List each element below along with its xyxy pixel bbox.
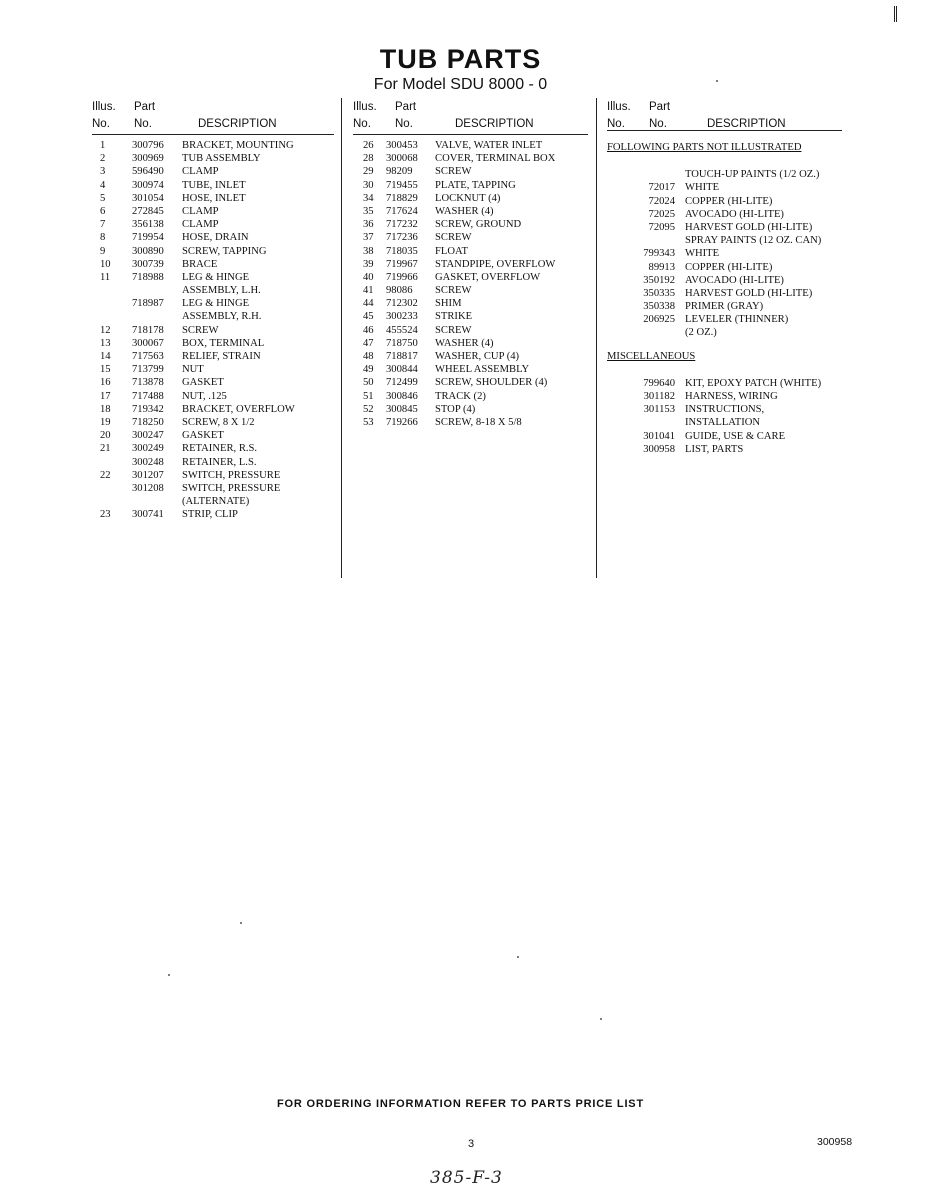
table-row — [353, 165, 588, 178]
part-number: 301207 — [132, 469, 164, 481]
table-row — [353, 152, 588, 165]
scan-speck — [600, 1018, 602, 1020]
part-number: 718817 — [386, 351, 418, 362]
table-row — [353, 284, 588, 297]
part-number: 719266 — [386, 416, 418, 428]
column-header — [353, 98, 588, 135]
table-row — [353, 310, 588, 323]
illus-number: 41 — [363, 285, 374, 297]
illus-number: 35 — [363, 205, 374, 217]
part-number: 596490 — [132, 166, 164, 178]
part-number: 301208 — [132, 482, 164, 494]
part-description: CLAMP — [182, 219, 219, 231]
illus-number: 38 — [363, 245, 374, 257]
illus-number: 17 — [100, 390, 111, 402]
part-no-label: No. — [134, 118, 152, 130]
illus-no-label: No. — [92, 118, 110, 130]
part-number: 300845 — [386, 403, 418, 415]
part-description: SCREW, SHOULDER (4) — [435, 377, 548, 389]
part-number: 719455 — [386, 179, 418, 191]
part-description: ASSEMBLY, L.H. — [182, 285, 261, 297]
parts-rows — [353, 139, 588, 429]
table-row — [92, 363, 334, 376]
illus-number: 23 — [100, 509, 111, 521]
part-number: 300846 — [386, 390, 418, 402]
part-number: 717236 — [386, 232, 418, 244]
part-number: 300890 — [132, 245, 164, 257]
illus-number: 26 — [363, 140, 374, 151]
table-row — [353, 205, 588, 218]
part-description: STRIKE — [435, 311, 473, 323]
table-row — [607, 416, 842, 429]
illus-number: 51 — [363, 390, 374, 402]
scan-speck — [168, 974, 170, 976]
table-row — [607, 287, 842, 300]
table-row — [92, 231, 334, 244]
illus-number: 48 — [363, 351, 374, 362]
part-label: Part — [134, 101, 156, 113]
part-label: Part — [649, 101, 671, 113]
illus-number: 18 — [100, 403, 111, 415]
handwritten-note: 385-F-3 — [430, 1168, 503, 1188]
illus-number: 47 — [363, 337, 374, 349]
part-description: COPPER (HI-LITE) — [685, 261, 773, 273]
part-description: BRACKET, MOUNTING — [182, 140, 294, 151]
illus-number: 6 — [100, 205, 106, 217]
part-description: WASHER (4) — [435, 205, 494, 217]
ordering-note: FOR ORDERING INFORMATION REFER TO PARTS PRICE LIST — [277, 1098, 644, 1110]
part-number: 719966 — [386, 271, 418, 283]
part-description: ASSEMBLY, R.H. — [182, 311, 262, 323]
part-number: 206925 — [643, 314, 675, 326]
table-row — [92, 508, 334, 521]
part-description: INSTALLATION — [685, 417, 761, 429]
part-description: SHIM — [435, 298, 462, 310]
part-number: 72095 — [648, 221, 675, 233]
part-description: STOP (4) — [435, 403, 476, 415]
part-description: RETAINER, L.S. — [182, 456, 257, 468]
part-description: FLOAT — [435, 245, 468, 257]
part-number: 301153 — [643, 404, 675, 416]
table-row — [92, 495, 334, 508]
table-row — [353, 363, 588, 376]
part-number: 301041 — [643, 430, 675, 442]
table-row — [92, 350, 334, 363]
illus-number: 3 — [100, 166, 106, 178]
part-number: 718829 — [386, 192, 418, 204]
table-row — [353, 337, 588, 350]
part-number: 717232 — [386, 219, 418, 231]
table-row — [92, 297, 334, 310]
part-description: KIT, EPOXY PATCH (WHITE) — [685, 377, 822, 389]
parts-rows — [92, 139, 334, 521]
table-row — [607, 313, 842, 326]
page-title: TUB PARTS — [379, 44, 542, 74]
corner-mark — [894, 6, 897, 22]
illus-number: 45 — [363, 311, 374, 323]
parts-rows — [607, 141, 842, 456]
table-row — [92, 165, 334, 178]
table-row — [607, 261, 842, 274]
table-row — [353, 231, 588, 244]
table-row — [92, 218, 334, 231]
part-description: SCREW — [435, 166, 472, 178]
illus-number: 19 — [100, 416, 111, 428]
description-label: DESCRIPTION — [455, 118, 534, 130]
illus-number: 5 — [100, 192, 106, 204]
part-description: CLAMP — [182, 205, 219, 217]
description-label: DESCRIPTION — [198, 118, 277, 130]
table-row — [353, 179, 588, 192]
part-description: GASKET, OVERFLOW — [435, 271, 541, 283]
part-number: 98209 — [386, 166, 413, 178]
part-description: HOSE, DRAIN — [182, 232, 249, 244]
illus-number: 52 — [363, 403, 374, 415]
illus-label: Illus. — [607, 101, 631, 113]
not-illustrated-rows — [607, 168, 842, 339]
page-number: 3 — [468, 1138, 475, 1150]
illus-number: 39 — [363, 258, 374, 270]
part-number: 300233 — [386, 311, 418, 323]
illus-number: 53 — [363, 416, 374, 428]
part-number: 72024 — [648, 195, 675, 207]
table-row — [353, 350, 588, 363]
illus-number: 30 — [363, 179, 374, 191]
table-row — [607, 443, 842, 456]
part-description: AVOCADO (HI-LITE) — [685, 274, 784, 286]
parts-column-1 — [92, 98, 334, 521]
part-description: LEVELER (THINNER) — [685, 314, 789, 326]
table-row — [92, 271, 334, 284]
table-row — [607, 403, 842, 416]
part-description: HARVEST GOLD (HI-LITE) — [685, 221, 813, 233]
parts-column-3 — [607, 98, 842, 456]
illus-number: 50 — [363, 377, 374, 389]
part-number: 717624 — [386, 205, 418, 217]
part-description: PRIMER (GRAY) — [685, 301, 764, 313]
illus-number: 21 — [100, 443, 111, 455]
column-header — [607, 98, 842, 131]
table-row — [353, 192, 588, 205]
part-number: 455524 — [386, 324, 418, 336]
part-number: 718988 — [132, 271, 164, 283]
column-divider — [596, 98, 597, 578]
part-description: SWITCH, PRESSURE — [182, 482, 281, 494]
part-description: TOUCH-UP PAINTS (1/2 OZ.) — [685, 169, 820, 181]
part-description: COVER, TERMINAL BOX — [435, 153, 556, 165]
part-number: 300796 — [132, 140, 164, 151]
table-row — [607, 430, 842, 443]
part-number: 799640 — [643, 377, 675, 389]
illus-number: 49 — [363, 364, 374, 376]
part-number: 719967 — [386, 258, 418, 270]
part-number: 300248 — [132, 456, 164, 468]
part-number: 301182 — [643, 391, 675, 402]
scan-speck — [716, 80, 718, 82]
illus-number: 14 — [100, 351, 111, 362]
model-subtitle: For Model SDU 8000 - 0 — [373, 76, 548, 93]
table-row — [92, 192, 334, 205]
table-row — [607, 274, 842, 287]
part-description: BRACE — [182, 258, 218, 270]
table-row — [92, 152, 334, 165]
part-description: PLATE, TAPPING — [435, 179, 516, 191]
table-row — [353, 403, 588, 416]
part-label: Part — [395, 101, 417, 113]
table-row — [92, 390, 334, 403]
table-row — [607, 195, 842, 208]
part-description: COPPER (HI-LITE) — [685, 195, 773, 207]
illus-number: 34 — [363, 192, 374, 204]
part-number: 72025 — [648, 208, 675, 220]
part-number: 719342 — [132, 403, 164, 415]
illus-number: 22 — [100, 469, 111, 481]
table-row — [607, 390, 842, 403]
part-description: TUBE, INLET — [182, 179, 246, 191]
part-number: 272845 — [132, 205, 164, 217]
illus-number: 16 — [100, 377, 111, 389]
table-row — [92, 429, 334, 442]
illus-number: 36 — [363, 219, 374, 231]
part-description: HOSE, INLET — [182, 192, 246, 204]
part-number: 717488 — [132, 390, 164, 402]
illus-number: 9 — [100, 245, 106, 257]
illus-number: 4 — [100, 179, 106, 191]
illus-number: 10 — [100, 258, 111, 270]
part-description: WASHER (4) — [435, 337, 494, 349]
table-row — [607, 377, 842, 390]
part-number: 350335 — [643, 287, 675, 299]
table-row — [607, 181, 842, 194]
description-label: DESCRIPTION — [707, 118, 786, 130]
table-row — [92, 416, 334, 429]
part-description: NUT, .125 — [182, 390, 227, 402]
table-row — [353, 376, 588, 389]
part-number: 718250 — [132, 416, 164, 428]
part-description: VALVE, WATER INLET — [435, 140, 543, 151]
illus-number: 11 — [100, 271, 111, 283]
part-number: 72017 — [648, 182, 675, 194]
table-row — [353, 297, 588, 310]
part-number: 713878 — [132, 377, 164, 389]
table-row — [607, 247, 842, 260]
part-number: 300249 — [132, 443, 164, 455]
part-number: 98086 — [386, 285, 413, 297]
part-number: 300958 — [643, 443, 675, 455]
table-row — [607, 300, 842, 313]
illus-number: 12 — [100, 324, 111, 336]
table-row — [92, 284, 334, 297]
illus-number: 8 — [100, 232, 106, 244]
table-row — [92, 245, 334, 258]
part-description: SCREW, GROUND — [435, 219, 522, 231]
part-description: RELIEF, STRAIN — [182, 351, 261, 362]
part-description: WHITE — [685, 182, 720, 194]
part-number: 300741 — [132, 509, 164, 521]
illus-no-label: No. — [353, 118, 371, 130]
section-title-not-illustrated: FOLLOWING PARTS NOT ILLUSTRATED — [607, 142, 802, 153]
scan-speck — [517, 956, 519, 958]
part-description: WHITE — [685, 248, 720, 260]
part-description: HARNESS, WIRING — [685, 391, 778, 402]
part-number: 712302 — [386, 298, 418, 310]
table-row — [353, 258, 588, 271]
part-number: 717563 — [132, 351, 164, 362]
part-number: 718035 — [386, 245, 418, 257]
part-description: BRACKET, OVERFLOW — [182, 403, 295, 415]
illus-number: 20 — [100, 430, 111, 442]
document-number: 300958 — [817, 1136, 853, 1148]
part-description: HARVEST GOLD (HI-LITE) — [685, 287, 813, 299]
part-no-label: No. — [395, 118, 413, 130]
illus-number: 7 — [100, 219, 106, 231]
table-row — [607, 234, 842, 247]
table-row — [92, 337, 334, 350]
part-description: GASKET — [182, 430, 224, 442]
table-row — [353, 416, 588, 429]
table-row — [92, 324, 334, 337]
table-row — [353, 218, 588, 231]
table-row — [92, 179, 334, 192]
miscellaneous-rows — [607, 377, 842, 456]
table-row — [92, 258, 334, 271]
table-row — [92, 442, 334, 455]
part-number: 300067 — [132, 337, 164, 349]
part-description: AVOCADO (HI-LITE) — [685, 208, 784, 220]
part-no-label: No. — [649, 118, 667, 130]
illus-number: 44 — [363, 298, 374, 310]
part-number: 799343 — [643, 248, 675, 260]
part-description: GUIDE, USE & CARE — [685, 430, 786, 442]
illus-number: 15 — [100, 364, 111, 376]
part-number: 300068 — [386, 153, 418, 165]
illus-number: 1 — [100, 140, 106, 151]
part-description: SWITCH, PRESSURE — [182, 469, 281, 481]
table-row — [607, 208, 842, 221]
part-number: 300739 — [132, 258, 164, 270]
table-row — [92, 469, 334, 482]
column-divider — [341, 98, 342, 578]
table-row — [92, 456, 334, 469]
part-description: SCREW, 8-18 X 5/8 — [435, 416, 522, 428]
part-description: CLAMP — [182, 166, 219, 178]
part-number: 712499 — [386, 377, 418, 389]
part-description: STRIP, CLIP — [182, 509, 238, 521]
table-row — [92, 403, 334, 416]
part-description: WASHER, CUP (4) — [435, 351, 520, 362]
illus-number: 13 — [100, 337, 111, 349]
part-number: 718178 — [132, 324, 164, 336]
part-number: 350338 — [643, 301, 675, 313]
part-description: SCREW — [182, 324, 219, 336]
part-description: LIST, PARTS — [685, 443, 744, 455]
part-number: 301054 — [132, 192, 164, 204]
column-header — [92, 98, 334, 135]
table-row — [353, 245, 588, 258]
table-row — [92, 205, 334, 218]
illus-number: 40 — [363, 271, 374, 283]
table-row — [92, 139, 334, 152]
part-number: 300974 — [132, 179, 164, 191]
table-row — [607, 168, 842, 181]
part-number: 300247 — [132, 430, 164, 442]
part-description: TRACK (2) — [435, 390, 486, 402]
part-number: 300844 — [386, 364, 418, 376]
part-description: STANDPIPE, OVERFLOW — [435, 258, 556, 270]
table-row — [353, 324, 588, 337]
part-description: SCREW — [435, 232, 472, 244]
table-row — [607, 221, 842, 234]
table-row — [607, 326, 842, 339]
part-number: 713799 — [132, 364, 164, 376]
illus-number: 28 — [363, 153, 374, 165]
table-row — [353, 390, 588, 403]
part-description: SCREW — [435, 285, 472, 297]
part-number: 718750 — [386, 337, 418, 349]
part-number: 350192 — [643, 274, 675, 286]
part-number: 719954 — [132, 232, 164, 244]
part-number: 356138 — [132, 219, 164, 231]
illus-number: 2 — [100, 153, 106, 165]
table-row — [353, 139, 588, 152]
part-number: 300453 — [386, 140, 418, 151]
part-description: SCREW, TAPPING — [182, 245, 267, 257]
part-description: INSTRUCTIONS, — [685, 404, 765, 416]
illus-number: 29 — [363, 166, 374, 178]
part-description: LEG & HINGE — [182, 271, 250, 283]
part-description: SPRAY PAINTS (12 OZ. CAN) — [685, 235, 822, 247]
part-description: BOX, TERMINAL — [182, 337, 265, 349]
scan-speck — [240, 922, 242, 924]
table-row — [92, 376, 334, 389]
part-description: SCREW, 8 X 1/2 — [182, 416, 255, 428]
part-description: (2 OZ.) — [685, 327, 717, 339]
part-description: TUB ASSEMBLY — [182, 153, 261, 165]
table-row — [353, 271, 588, 284]
part-number: 300969 — [132, 153, 164, 165]
part-number: 718987 — [132, 298, 164, 310]
part-description: LOCKNUT (4) — [435, 192, 501, 204]
part-description: RETAINER, R.S. — [182, 443, 258, 455]
part-description: WHEEL ASSEMBLY — [435, 364, 530, 376]
illus-no-label: No. — [607, 118, 625, 130]
part-description: (ALTERNATE) — [182, 496, 250, 508]
table-row — [92, 310, 334, 323]
part-description: SCREW — [435, 324, 472, 336]
table-row — [92, 482, 334, 495]
part-description: GASKET — [182, 377, 224, 389]
illus-label: Illus. — [353, 101, 377, 113]
parts-column-2 — [353, 98, 588, 429]
illus-number: 46 — [363, 324, 374, 336]
section-title-miscellaneous: MISCELLANEOUS — [607, 350, 696, 362]
part-number: 89913 — [648, 261, 675, 273]
illus-label: Illus. — [92, 101, 116, 113]
illus-number: 37 — [363, 232, 374, 244]
part-description: NUT — [182, 364, 204, 376]
part-description: LEG & HINGE — [182, 298, 250, 310]
